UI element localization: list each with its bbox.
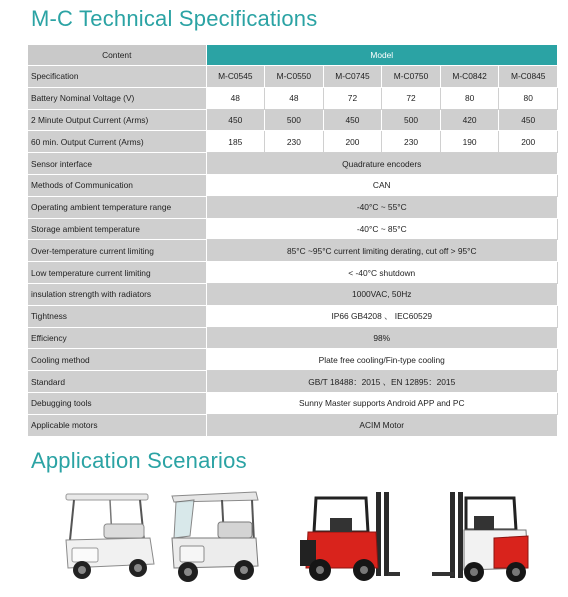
cell-value: 450 bbox=[206, 109, 265, 131]
row-label: Storage ambient temperature bbox=[28, 218, 206, 240]
model-name: M-C0745 bbox=[323, 66, 382, 88]
table-row bbox=[28, 262, 558, 284]
cell-value: 230 bbox=[382, 131, 441, 153]
cell-value: 500 bbox=[265, 109, 324, 131]
row-label: Methods of Communication bbox=[28, 174, 206, 196]
table-row bbox=[28, 109, 558, 131]
table-row bbox=[28, 174, 558, 196]
application-images bbox=[0, 488, 568, 593]
cell-value: CAN bbox=[206, 174, 558, 196]
cell-value: 48 bbox=[206, 87, 265, 109]
model-name: M-C0545 bbox=[206, 66, 265, 88]
table-row bbox=[28, 240, 558, 262]
model-name: M-C0842 bbox=[440, 66, 499, 88]
table-row bbox=[28, 349, 558, 371]
cell-value: 200 bbox=[499, 131, 558, 153]
cell-value: 420 bbox=[440, 109, 499, 131]
red-forklift-image bbox=[296, 488, 400, 588]
cell-value: IP66 GB4208 、 IEC60529 bbox=[206, 305, 558, 327]
row-label: 2 Minute Output Current (Arms) bbox=[28, 109, 206, 131]
electric-forklift-image bbox=[410, 488, 534, 588]
row-label: insulation strength with radiators bbox=[28, 283, 206, 305]
table-row bbox=[28, 87, 558, 109]
cell-value: Plate free cooling/Fin-type cooling bbox=[206, 349, 558, 371]
table-row bbox=[28, 131, 558, 153]
cell-value: Quadrature encoders bbox=[206, 153, 558, 175]
cell-value: 72 bbox=[382, 87, 441, 109]
row-label: Sensor interface bbox=[28, 153, 206, 175]
cell-value: 190 bbox=[440, 131, 499, 153]
table-row bbox=[28, 327, 558, 349]
cell-value: 80 bbox=[440, 87, 499, 109]
cell-value: 450 bbox=[323, 109, 382, 131]
scenarios-title: Application Scenarios bbox=[31, 448, 247, 473]
cell-value: 80 bbox=[499, 87, 558, 109]
model-name: M-C0750 bbox=[382, 66, 441, 88]
table-header-row bbox=[28, 45, 558, 66]
cell-value: 230 bbox=[265, 131, 324, 153]
cell-value: -40°C ~ 85°C bbox=[206, 218, 558, 240]
row-label: 60 min. Output Current (Arms) bbox=[28, 131, 206, 153]
row-label: Specification bbox=[28, 66, 206, 88]
cell-value: 48 bbox=[265, 87, 324, 109]
model-name: M-C0845 bbox=[499, 66, 558, 88]
cell-value: 72 bbox=[323, 87, 382, 109]
cell-value: 1000VAC, 50Hz bbox=[206, 283, 558, 305]
golf-cart-image bbox=[60, 488, 158, 588]
cell-value: Sunny Master supports Android APP and PC bbox=[206, 392, 558, 414]
model-name: M-C0550 bbox=[265, 66, 324, 88]
spec-title: M-C Technical Specifications bbox=[31, 6, 318, 31]
table-row bbox=[28, 196, 558, 218]
row-label: Standard bbox=[28, 371, 206, 393]
cell-value: -40°C ~ 55°C bbox=[206, 196, 558, 218]
row-label: Tightness bbox=[28, 305, 206, 327]
cell-value: 98% bbox=[206, 327, 558, 349]
row-label: Efficiency bbox=[28, 327, 206, 349]
table-row bbox=[28, 218, 558, 240]
content-header: Content bbox=[28, 45, 206, 66]
row-label: Applicable motors bbox=[28, 414, 206, 436]
cell-value: 200 bbox=[323, 131, 382, 153]
row-label: Low temperature current limiting bbox=[28, 262, 206, 284]
cell-value: 500 bbox=[382, 109, 441, 131]
table-row bbox=[28, 414, 558, 436]
table-row bbox=[28, 392, 558, 414]
model-header: Model bbox=[206, 45, 558, 66]
table-row bbox=[28, 371, 558, 393]
row-label: Operating ambient temperature range bbox=[28, 196, 206, 218]
cell-value: GB/T 18488：2015 、EN 12895：2015 bbox=[206, 371, 558, 393]
table-row bbox=[28, 153, 558, 175]
table-row bbox=[28, 305, 558, 327]
spec-table bbox=[28, 45, 558, 437]
table-row bbox=[28, 283, 558, 305]
cell-value: 185 bbox=[206, 131, 265, 153]
row-label: Cooling method bbox=[28, 349, 206, 371]
cell-value: ACIM Motor bbox=[206, 414, 558, 436]
cell-value: 85°C ~95°C current limiting derating, cut off > 95°C bbox=[206, 240, 558, 262]
specification-row bbox=[28, 66, 558, 88]
cell-value: 450 bbox=[499, 109, 558, 131]
row-label: Battery Nominal Voltage (V) bbox=[28, 87, 206, 109]
row-label: Debugging tools bbox=[28, 392, 206, 414]
cell-value: < -40°C shutdown bbox=[206, 262, 558, 284]
golf-cart-image bbox=[164, 488, 264, 588]
row-label: Over-temperature current limiting bbox=[28, 240, 206, 262]
